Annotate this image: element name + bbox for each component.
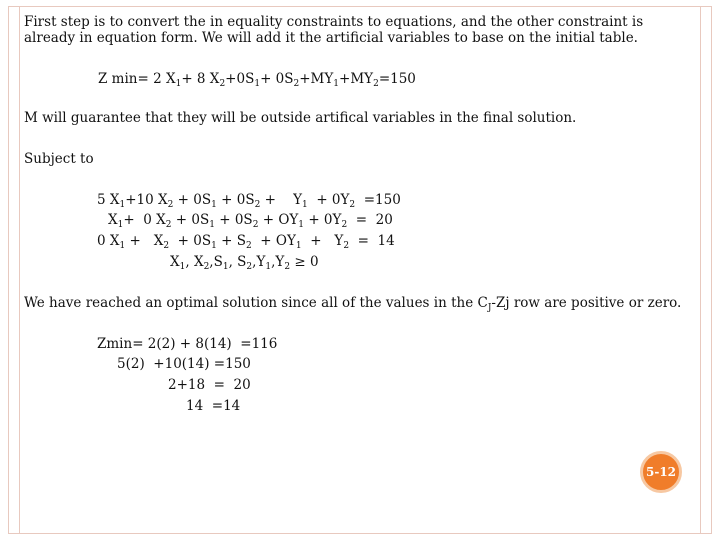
solution-line-4: 14 =14 [186, 398, 241, 414]
right-rule-line [700, 6, 701, 534]
intro-line-2: already in equation form. We will add it the artificial variables to base on the initial table. [24, 30, 638, 46]
constraint-row-3: 0 $X_1 + X_2 + 0S_1 + S_2 + OY_1 + Y_2 = 14$ [97, 233, 395, 251]
left-rule-line [19, 6, 20, 534]
objective-function: Z min= 2 $X_1+ 8$ $X_2+0S_1+ 0S_2+MY_1+MY_2=150$ [98, 71, 416, 89]
subject-to-label: Subject to [24, 151, 94, 167]
solution-line-3: 2+18 = 20 [168, 377, 251, 393]
constraint-row-2: $X_1+ 0$ $X_2 + 0S_1 + 0S_2 + OY_1 + 0Y_2 = 20$ [108, 212, 393, 230]
solution-line-2: 5(2) +10(14) =150 [117, 356, 251, 372]
slide-number-text: 5-12 [645, 465, 677, 479]
non-negativity-row: $X_1$, $X_2,S_1$, $S_2,Y_1,Y_2 \ge 0$ [170, 254, 319, 272]
intro-line-1: First step is to convert the in equality constraints to equations, and the other constraint is [24, 14, 644, 30]
solution-line-1: Zmin= 2(2) + 8(14) =116 [97, 336, 278, 352]
constraint-row-1: 5 $X_1+10$ $X_2 + 0S_1 + 0S_2$ + $Y_1 + 0Y_2 =150$ [97, 192, 401, 210]
slide-number-badge [640, 451, 682, 493]
m-note: M will guarantee that they will be outside artifical variables in the final solution. [24, 110, 577, 126]
optimal-note: We have reached an optimal solution since all of the values in the $C_J-Zj$ row are positive or zero. [24, 295, 682, 313]
